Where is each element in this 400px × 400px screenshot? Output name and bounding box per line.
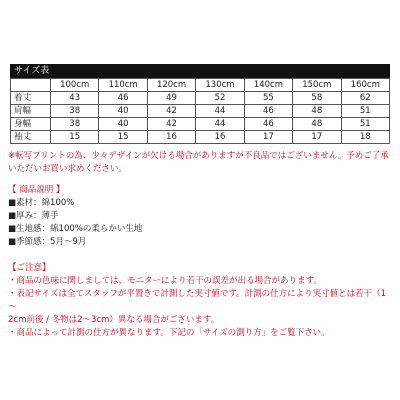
attention-line: ・商品の色味に関しましては、モニターにより若干の誤差が出る場合があります。 [8, 276, 322, 286]
table-row [11, 118, 390, 131]
print-note-line: いただいお買い求めください。 [8, 164, 128, 174]
row-label: 着丈 [11, 92, 51, 105]
description-line: ■季節感：5月～9月 [8, 237, 87, 247]
table-cell: 46 [244, 118, 292, 131]
table-cell: 40 [99, 118, 147, 131]
attention-line: 2cm前後 / 冬物は2～3cm）異なる場合がございます。 [8, 315, 220, 325]
size-col-header: 130cm [196, 79, 244, 92]
table-cell: 40 [99, 105, 147, 118]
table-cell: 16 [147, 131, 195, 144]
table-cell: 48 [293, 105, 341, 118]
table-cell: 44 [196, 118, 244, 131]
size-table [10, 78, 390, 144]
size-col-header: 160cm [341, 79, 389, 92]
table-cell: 16 [196, 131, 244, 144]
table-cell: 15 [51, 131, 99, 144]
table-cell: 17 [293, 131, 341, 144]
size-col-header: 110cm [99, 79, 147, 92]
table-cell: 51 [341, 118, 389, 131]
table-cell: 42 [147, 105, 195, 118]
description-line: ■厚み：薄手 [8, 211, 59, 221]
table-cell: 46 [99, 92, 147, 105]
table-cell: 38 [51, 105, 99, 118]
table-cell: 43 [51, 92, 99, 105]
table-cell: 42 [147, 118, 195, 131]
table-row [11, 105, 390, 118]
size-col-header: 150cm [293, 79, 341, 92]
description-line: ■生地感：綿100%の柔らかい生地 [8, 224, 143, 234]
table-cell: 44 [196, 105, 244, 118]
size-table-corner [11, 79, 51, 92]
size-col-header: 140cm [244, 79, 292, 92]
table-cell: 46 [244, 105, 292, 118]
attention-line: ・商品によって計測の仕方が異なります。下記の「サイズの測り方」をご覧下さい。 [8, 328, 330, 338]
table-cell: 62 [341, 92, 389, 105]
table-cell: 49 [147, 92, 195, 105]
attention-section [8, 262, 392, 340]
table-row [11, 131, 390, 144]
description-section [8, 184, 392, 249]
size-table-header-row [11, 79, 390, 92]
print-note-line: ※転写プリントの為、少々デザインが欠ける場合がありますが不良品ではございません。予めご了承 [8, 151, 389, 161]
attention-line: ・表記サイズは全てスタッフが平置きで計測した実寸値です。計測の仕方により実寸値とは若干（1～ [8, 289, 387, 312]
print-note [8, 150, 392, 176]
table-cell: 15 [99, 131, 147, 144]
table-cell: 38 [51, 118, 99, 131]
table-cell: 48 [293, 118, 341, 131]
table-cell: 55 [244, 92, 292, 105]
table-cell: 18 [341, 131, 389, 144]
row-label: 袖丈 [11, 131, 51, 144]
row-label: 身幅 [11, 118, 51, 131]
table-row [11, 92, 390, 105]
table-cell: 51 [341, 105, 389, 118]
attention-title: 【ご注意】 [8, 263, 51, 273]
size-col-header: 100cm [51, 79, 99, 92]
description-title: 【 商品説明 】 [8, 185, 65, 195]
size-table-title: サイズ表 [10, 64, 390, 78]
size-col-header: 120cm [147, 79, 195, 92]
row-label: 肩幅 [11, 105, 51, 118]
description-line: ■素材：綿100% [8, 198, 75, 208]
table-cell: 52 [196, 92, 244, 105]
table-cell: 17 [244, 131, 292, 144]
table-cell: 58 [293, 92, 341, 105]
